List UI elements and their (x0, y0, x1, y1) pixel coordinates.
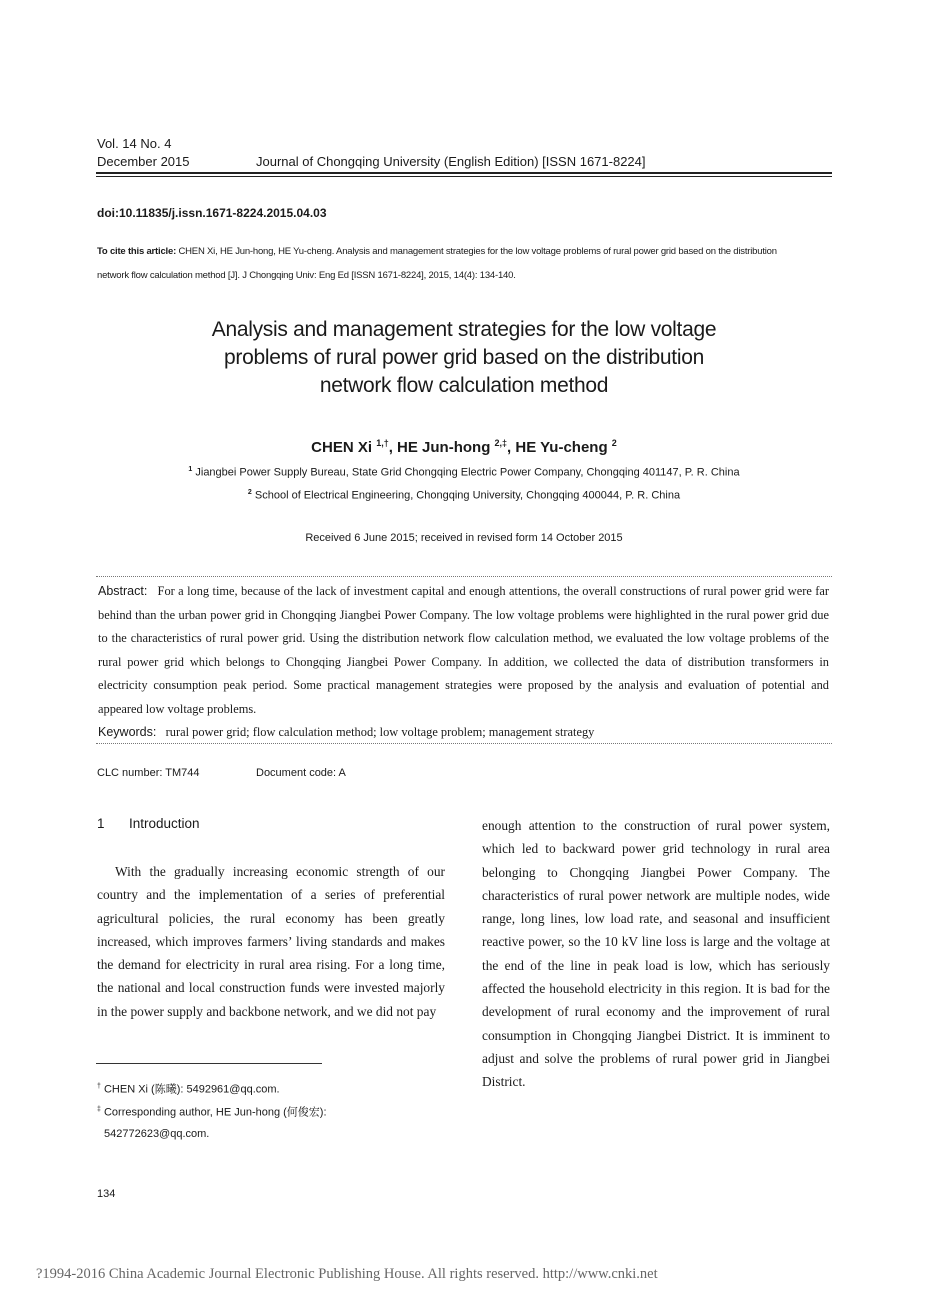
author-1: CHEN Xi (311, 439, 377, 456)
citation-text-1: CHEN Xi, HE Jun-hong, HE Yu-cheng. Analysis and management strategies for the low voltage problems of rural power grid based on the distribution (176, 246, 777, 257)
doi[interactable]: doi:10.11835/j.issn.1671-8224.2015.04.03 (97, 206, 327, 220)
journal-name: Journal of Chongqing University (English Edition) [ISSN 1671-8224] (256, 154, 646, 169)
affiliation-2-text: School of Electrical Engineering, Chongqing University, Chongqing 400044, P. R. China (251, 489, 681, 502)
citation-line-2: network flow calculation method [J]. J Chongqing Univ: Eng Ed [ISSN 1671-8224], 2015, 14(4): 134-140. (97, 270, 516, 281)
author-3-sup: 2 (611, 438, 617, 448)
affiliation-2-sup: 2 (247, 489, 252, 496)
page-number: 134 (97, 1188, 116, 1200)
affiliation-2 (96, 489, 832, 502)
keywords (98, 724, 829, 740)
journal-date: December 2015 (97, 154, 190, 169)
footnote-2-sup: ‡ (97, 1106, 101, 1113)
footnote-2-text: Corresponding author, HE Jun-hong (何俊宏): (103, 1106, 327, 1119)
abstract-bottom-rule (96, 743, 832, 744)
section-title: Introduction (129, 816, 200, 831)
body-paragraph-right: enough attention to the construction of rural power system, which led to backward power grid technology in rural area belonging to Chongqing Jiangbei Power Company. The characteristics of rural power network are multiple nodes, wide range, long lines, low load rate, and seasonal and insufficient reactive power, so the 10 kV line loss is large and the voltage at the end of the line in peak load is low, which has seriously affected the household electricity in this region. It is bad for the development of rural economy and the improvement of rural consumption in Chongqing Jiangbei District. It is imminent to adjust and solve the problems of rural power grid in Jiangbei District. (482, 818, 830, 1090)
affiliation-1-text: Jiangbei Power Supply Bureau, State Grid Chongqing Electric Power Company, Chongqing 401147, P. R. China (192, 466, 740, 479)
author-list (96, 438, 832, 456)
footnote-rule (96, 1063, 322, 1064)
abstract (98, 580, 829, 721)
abstract-label: Abstract: (98, 584, 148, 598)
affiliation-1 (96, 466, 832, 479)
footnote-1-text: CHEN Xi (陈曦): 5492961@qq.com. (103, 1083, 280, 1096)
body-paragraph-left: With the gradually increasing economic strength of our country and the implementation of a series of preferential agricultural policies, the rural economy has been greatly increased, which improves farmers’ living standards and makes the demand for electricity in rural area rising. For a long time, the national and local construction funds were invested majorly in the power supply and backbone network, and we did not pay (97, 864, 445, 1019)
keywords-text: rural power grid; flow calculation method; low voltage problem; management strategy (165, 725, 595, 739)
author-1-sup: 1,† (376, 438, 389, 448)
author-3: , HE Yu-cheng (507, 439, 612, 456)
keywords-label: Keywords: (98, 725, 157, 739)
body-left-column (97, 860, 445, 1023)
section-number: 1 (97, 816, 105, 831)
header-rule-thick (96, 172, 832, 174)
footnote-1 (97, 1080, 280, 1097)
title-line-2: problems of rural power grid based on the distribution (224, 346, 704, 369)
title-line-3: network flow calculation method (319, 374, 609, 397)
copyright-notice: ?1994-2016 China Academic Journal Electronic Publishing House. All rights reserved. http://www.cnki.net (36, 1266, 658, 1282)
body-right-column (482, 814, 830, 1094)
citation-label: To cite this article: (97, 246, 177, 257)
author-2: , HE Jun-hong (388, 439, 495, 456)
received-dates: Received 6 June 2015; received in revised form 14 October 2015 (305, 532, 623, 544)
journal-volume: Vol. 14 No. 4 (97, 136, 172, 151)
footnote-2-continued: 542772623@qq.com. (104, 1128, 210, 1140)
footnote-2 (97, 1103, 327, 1120)
footnote-1-sup: † (97, 1083, 101, 1090)
header-rule-thin (96, 176, 832, 177)
citation-line-1 (97, 246, 777, 258)
paper-title (96, 316, 832, 400)
affiliation-1-sup: 1 (188, 466, 193, 473)
author-2-sup: 2,‡ (494, 438, 508, 448)
title-line-1: Analysis and management strategies for the low voltage (211, 318, 717, 341)
abstract-text: For a long time, because of the lack of investment capital and enough attentions, the overall constructions of rural power grid were far behind than the urban power grid in Chongqing Jiangbei Power Company. The low voltage problems were highlighted in the rural power grid due to the characteristics of rural power grid. Using the distribution network flow calculation method, we evaluated the low voltage problems of the rural power grid which belongs to Chongqing Jiangbei Power Company. In addition, we collected the data of distribution transformers in electricity consumption peak period. Some practical management strategies were proposed by the analysis and evaluation of potential and appeared low voltage problems. (98, 584, 830, 716)
document-code: Document code: A (256, 767, 346, 779)
abstract-top-rule (96, 576, 832, 577)
clc-number: CLC number: TM744 (97, 767, 200, 779)
